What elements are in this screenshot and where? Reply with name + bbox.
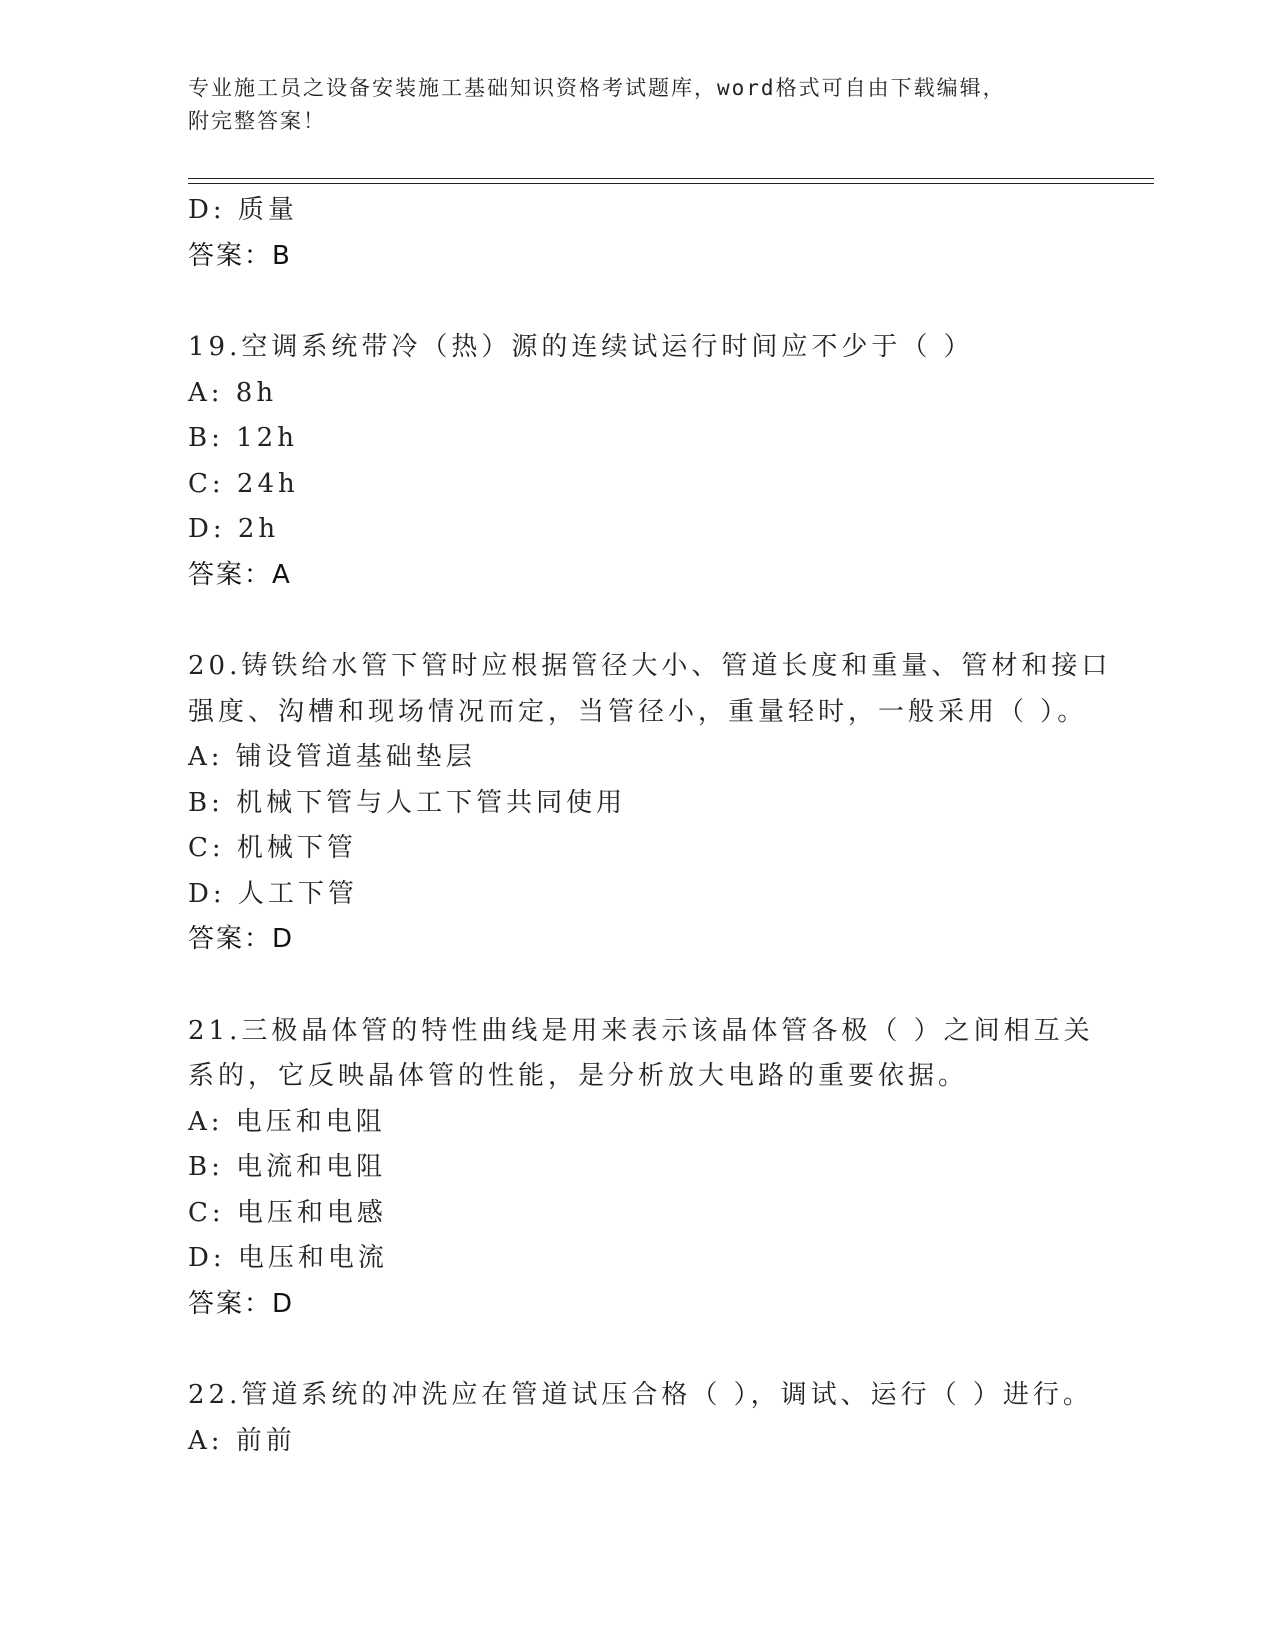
option-b: B: 12h (188, 423, 298, 453)
answer-line: 答案：D (188, 1288, 295, 1319)
question-stem-cont: 系的，它反映晶体管的性能，是分析放大电路的重要依据。 (188, 1061, 969, 1091)
question-stem: 21.三极晶体管的特性曲线是用来表示该晶体管各极（ ）之间相互关 (188, 1015, 1094, 1046)
answer-line: 答案：A (188, 559, 292, 590)
spacer (188, 279, 1154, 325)
spacer (188, 963, 1154, 1009)
option-a: A: 8h (188, 377, 278, 408)
question-19 (188, 325, 1154, 598)
page-header (188, 72, 1068, 138)
option-d: D: 电压和电流 (188, 1243, 388, 1273)
option-b: B: 电流和电阻 (188, 1152, 387, 1182)
option-b: B: 机械下管与人工下管共同使用 (188, 787, 627, 818)
option-a: A: 电压和电阻 (188, 1106, 386, 1137)
question-list (188, 188, 1154, 1464)
question-stem-cont: 强度、沟槽和现场情况而定，当管径小，重量轻时，一般采用（ ）。 (188, 696, 1088, 727)
question-stem: 20.铸铁给水管下管时应根据管径大小、管道长度和重量、管材和接口 (188, 651, 1112, 681)
option-a: A: 前前 (188, 1425, 296, 1456)
option-c: C: 电压和电感 (188, 1197, 387, 1228)
spacer (188, 1327, 1154, 1373)
option-c: C: 机械下管 (188, 833, 357, 863)
option-c: C: 24h (188, 468, 299, 499)
question-stem: 19.空调系统带冷（热）源的连续试运行时间应不少于（ ） (188, 332, 974, 362)
header-line-1: 专业施工员之设备安装施工基础知识资格考试题库，word格式可自由下载编辑， (188, 76, 1006, 100)
header-line-2: 附完整答案！ (188, 109, 326, 133)
answer-line: 答案：B (188, 240, 292, 271)
question-22 (188, 1373, 1154, 1464)
spacer (188, 598, 1154, 644)
option-d: D: 2h (188, 514, 280, 544)
option-a: A: 铺设管道基础垫层 (188, 742, 476, 772)
header-divider (188, 178, 1154, 184)
option-d: D: 人工下管 (188, 878, 358, 909)
option-d: D: 质量 (188, 195, 298, 225)
question-20 (188, 644, 1154, 963)
answer-line: 答案：D (188, 924, 295, 954)
question-21 (188, 1009, 1154, 1328)
question-stem: 22.管道系统的冲洗应在管道试压合格（ ），调试、运行（ ）进行。 (188, 1380, 1093, 1410)
